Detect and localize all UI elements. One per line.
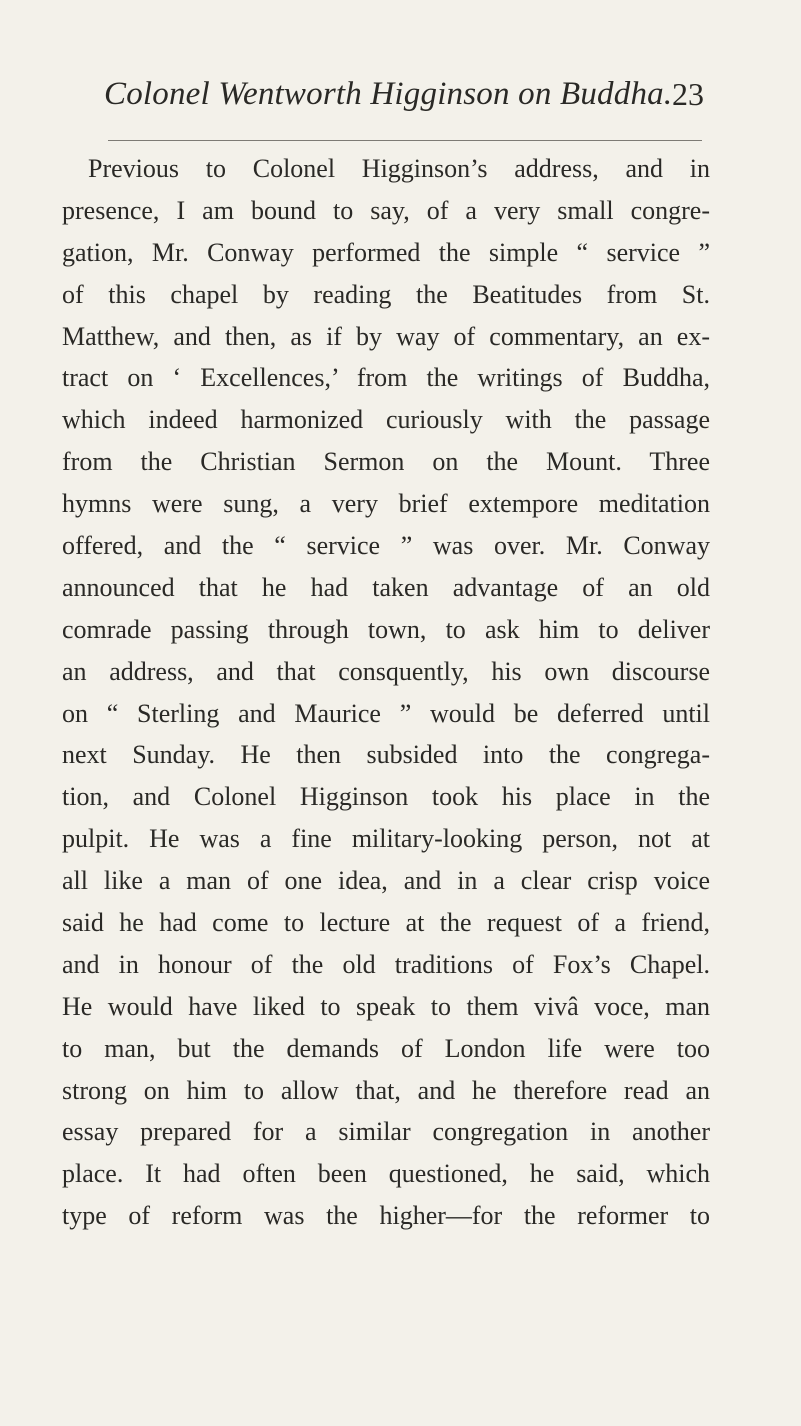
text-line: an address, and that consquently, his own discourse	[62, 656, 710, 686]
text-line: of this chapel by reading the Beatitudes from St.	[62, 279, 710, 309]
running-head	[104, 76, 704, 136]
text-line: next Sunday. He then subsided into the congrega-	[62, 740, 710, 770]
text-line: from the Christian Sermon on the Mount. Three	[62, 447, 710, 477]
text-line: announced that he had taken advantage of an old	[62, 572, 710, 602]
text-line: gation, Mr. Conway performed the simple “ service ”	[62, 237, 710, 267]
text-line: essay prepared for a similar congregation in another	[62, 1117, 710, 1147]
running-title: Colonel Wentworth Higginson on Buddha.	[104, 76, 673, 112]
text-line: type of reform was the higher—for the reformer to	[62, 1201, 710, 1231]
body-text	[62, 148, 710, 1237]
text-line: offered, and the “ service ” was over. Mr. Conway	[62, 531, 710, 561]
text-line: tract on ‘ Excellences,’ from the writings of Buddha,	[62, 363, 710, 393]
text-line: which indeed harmonized curiously with the passage	[62, 405, 710, 435]
text-line: Matthew, and then, as if by way of commentary, an ex-	[62, 321, 710, 351]
text-line: Previous to Colonel Higginson’s address, and in	[88, 154, 710, 183]
text-line: and in honour of the old traditions of Fox’s Chapel.	[62, 949, 710, 979]
text-line: strong on him to allow that, and he therefore read an	[62, 1075, 710, 1105]
text-line: to man, but the demands of London life were too	[62, 1033, 710, 1063]
header-rule	[108, 140, 702, 141]
text-line: hymns were sung, a very brief extempore meditation	[62, 489, 710, 519]
text-line: said he had come to lecture at the request of a friend,	[62, 908, 710, 938]
text-line: presence, I am bound to say, of a very small congre-	[62, 195, 710, 225]
text-line: on “ Sterling and Maurice ” would be deferred until	[62, 698, 710, 728]
text-line: place. It had often been questioned, he said, which	[62, 1159, 710, 1189]
text-line: comrade passing through town, to ask him to deliver	[62, 614, 710, 644]
text-line: pulpit. He was a fine military-looking person, not at	[62, 824, 710, 854]
page-number: 23	[672, 76, 704, 112]
text-line: tion, and Colonel Higginson took his place in the	[62, 782, 710, 812]
text-line: He would have liked to speak to them vivâ voce, man	[62, 991, 710, 1021]
text-line: all like a man of one idea, and in a clear crisp voice	[62, 866, 710, 896]
